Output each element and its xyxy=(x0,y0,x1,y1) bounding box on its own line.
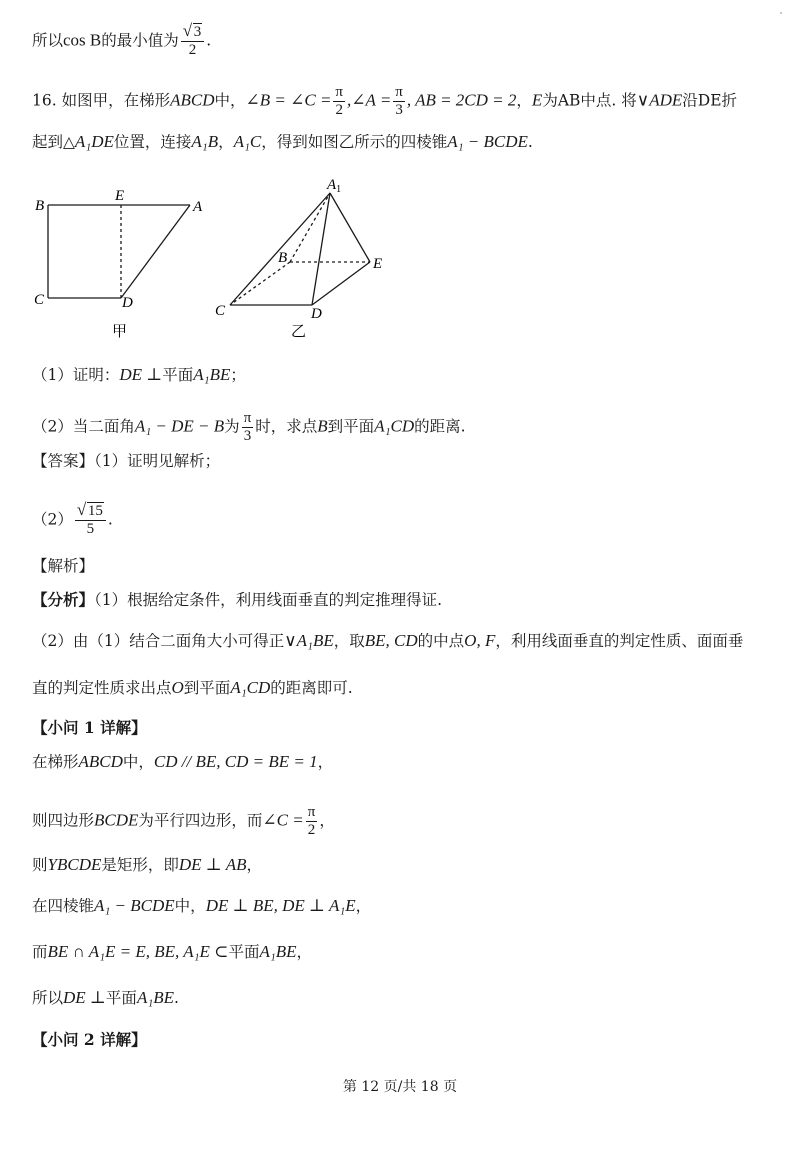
denominator: 2 xyxy=(307,822,316,838)
math-expr: cos B xyxy=(63,30,102,50)
answer-line-2 xyxy=(32,503,113,538)
math-expr: CD // BE, CD = BE = 1 xyxy=(153,752,318,771)
question-2 xyxy=(32,410,466,445)
math-expr: , AB = 2CD = 2 xyxy=(406,90,517,110)
text: ，取 xyxy=(333,632,365,650)
math-expr: A₁C xyxy=(233,132,262,151)
answer-line-1 xyxy=(32,450,220,472)
fraction xyxy=(393,84,405,119)
text: 为 xyxy=(224,417,240,436)
text: （2）当二面角 xyxy=(32,417,135,436)
text: 起到△ xyxy=(32,133,75,151)
detail1-line-6 xyxy=(32,987,179,1009)
label-A-jia: A xyxy=(193,199,203,215)
sqrt-radicand: 3 xyxy=(193,24,202,40)
math-expr: A₁BE xyxy=(193,365,231,384)
math-expr: BE, CD xyxy=(364,631,418,650)
denominator: 3 xyxy=(243,428,252,444)
numerator: π xyxy=(243,410,252,426)
text: 所以 xyxy=(32,31,64,50)
label-E-yi: E xyxy=(373,256,383,272)
math-expr: YBCDE xyxy=(47,855,102,874)
label-C-yi: C xyxy=(215,303,226,319)
denominator: 5 xyxy=(86,521,95,537)
label-A: A xyxy=(327,177,337,193)
text: 的最小值为 xyxy=(101,31,179,50)
text: ， xyxy=(246,856,263,874)
fenxi-line-1 xyxy=(32,589,442,611)
denominator: 2 xyxy=(188,42,197,58)
text: 如图甲，在梯形 xyxy=(61,91,171,110)
text: 的距离即可. xyxy=(270,679,353,697)
fenxi-line-2 xyxy=(32,630,743,652)
problem-line-2 xyxy=(32,131,533,153)
text: . xyxy=(107,510,113,529)
math-expr: BE ∩ A₁E = E, BE, A₁E ⊂ xyxy=(47,942,229,961)
math-expr: DE ⊥ AB xyxy=(178,855,247,874)
math-expr: BCDE xyxy=(94,810,139,830)
math-expr: A₁CD xyxy=(230,678,271,697)
detail1-line-4 xyxy=(32,895,371,917)
text: . xyxy=(206,31,212,50)
text: 是矩形，即 xyxy=(101,856,179,874)
detail1-line-5 xyxy=(32,941,312,963)
math-expr: A₁ − BCDE xyxy=(94,896,175,915)
edge-A1D xyxy=(312,193,330,305)
page-footer: 第 12 页/共 18 页 xyxy=(342,1079,458,1095)
text: 为AB中点. 将 xyxy=(542,91,637,110)
numerator: π xyxy=(335,84,343,100)
text: . xyxy=(527,133,533,151)
detail1-label: 【小问 1 详解】 xyxy=(32,718,147,737)
fraction xyxy=(75,503,106,538)
math-expr: ABCD xyxy=(170,90,215,110)
text: ， xyxy=(317,753,334,771)
fenxi-label: 【分析】 xyxy=(32,590,95,609)
text: 平面 xyxy=(162,366,194,384)
edge-BC-dashed xyxy=(230,262,290,305)
prev-conclusion-line xyxy=(32,24,211,59)
text: ，利用线面垂直的判定性质、面面垂 xyxy=(495,632,744,650)
text: 的中点 xyxy=(417,632,465,650)
denominator: 3 xyxy=(395,102,403,118)
text: ， xyxy=(355,897,372,915)
edge-A1B-dashed xyxy=(290,193,330,262)
math-expr: ∨A₁BE xyxy=(284,631,334,650)
label-D-yi: D xyxy=(311,306,322,322)
text: （1）证明： xyxy=(32,366,120,384)
text: 的距离. xyxy=(414,417,466,436)
fraction xyxy=(242,410,254,445)
text: 时，求点 xyxy=(255,417,318,436)
label-C-jia: C xyxy=(34,292,45,308)
text: （2）由（1）结合二面角大小可得正 xyxy=(32,632,285,650)
math-expr: A₁B xyxy=(191,132,219,151)
text: 位置，连接 xyxy=(113,133,192,151)
edge-DE xyxy=(312,262,370,305)
question-1 xyxy=(32,364,246,386)
label-B-yi: B xyxy=(278,250,288,266)
math-expr: ABCD xyxy=(78,752,123,771)
figure-yi xyxy=(230,193,370,305)
math-expr: A₁CD xyxy=(374,416,415,436)
math-expr: ,∠A = xyxy=(347,90,392,110)
caption-yi: 乙 xyxy=(291,322,307,340)
figure-jia xyxy=(48,205,190,298)
text: ， xyxy=(296,943,313,961)
text: ； xyxy=(230,366,246,384)
detail1-line-1 xyxy=(32,751,333,773)
text: 直的判定性质求出点 xyxy=(32,679,172,697)
text: 在梯形 xyxy=(32,753,79,771)
math-expr: A₁BE xyxy=(136,988,175,1007)
text: 则 xyxy=(32,856,48,874)
math-expr: ∨ADE xyxy=(636,90,683,110)
text: 到平面 xyxy=(183,679,231,697)
sqrt-radicand: 15 xyxy=(87,503,103,519)
text: 平面 xyxy=(105,989,137,1007)
fraction xyxy=(181,24,205,59)
label-subscript: 1 xyxy=(336,184,342,195)
text: . xyxy=(174,989,179,1007)
text: （1）根据给定条件，利用线面垂直的判定推理得证. xyxy=(94,591,443,609)
text: ， xyxy=(319,811,335,830)
math-expr: ∠C = xyxy=(262,810,304,830)
math-expr: A₁BE xyxy=(259,942,297,961)
denominator: 2 xyxy=(335,102,343,118)
math-expr: DE ⊥ BE, DE ⊥ A₁E xyxy=(205,896,356,915)
text: 到平面 xyxy=(327,417,375,436)
answer-label: 【答案】 xyxy=(32,452,95,470)
text: 中， xyxy=(122,753,154,771)
detail1-line-2 xyxy=(32,804,335,839)
math-expr: A₁ − DE − B xyxy=(134,416,225,436)
label-D-jia: D xyxy=(122,295,133,311)
label-E-jia: E xyxy=(115,188,125,204)
text: 中， xyxy=(174,897,206,915)
text: 沿DE折 xyxy=(682,91,738,110)
label-A1-yi xyxy=(326,177,341,195)
fraction xyxy=(306,804,318,839)
math-expr: O, F xyxy=(464,631,496,650)
fenxi-line-3 xyxy=(32,677,353,699)
math-expr: B xyxy=(317,416,328,436)
text: 为平行四边形，而 xyxy=(138,811,263,830)
text: ， xyxy=(218,133,234,151)
text: ，得到如图乙所示的四棱锥 xyxy=(261,133,448,151)
edge-A1C xyxy=(230,193,330,305)
analysis-label: 【解析】 xyxy=(32,557,95,575)
problem-line-1 xyxy=(32,84,737,119)
math-expr: DE ⊥ xyxy=(63,988,106,1007)
math-expr: ∠B = ∠C = xyxy=(245,90,332,110)
text: 而 xyxy=(32,943,48,961)
scan-dot xyxy=(780,12,782,14)
detail1-line-3 xyxy=(32,854,262,876)
math-expr: DE ⊥ xyxy=(119,365,163,384)
text: 中， xyxy=(214,91,246,110)
text: （2） xyxy=(32,510,73,529)
numerator: π xyxy=(395,84,403,100)
text: 平面 xyxy=(228,943,260,961)
math-expr: A₁DE xyxy=(74,132,114,151)
text: 在四棱锥 xyxy=(32,897,95,915)
text: （1）证明见解析； xyxy=(94,452,221,470)
detail2-label: 【小问 2 详解】 xyxy=(32,1030,147,1049)
text: 则四边形 xyxy=(32,811,95,830)
edge-A1E xyxy=(330,193,370,262)
problem-number: 16. xyxy=(32,91,57,110)
math-expr: A₁ − BCDE xyxy=(447,132,528,151)
fraction xyxy=(333,84,345,119)
text: ， xyxy=(516,91,532,110)
edge-DA xyxy=(121,205,190,298)
caption-jia: 甲 xyxy=(112,322,128,340)
label-B-jia: B xyxy=(35,198,45,214)
math-expr: E xyxy=(531,90,543,110)
text: 所以 xyxy=(32,989,64,1007)
numerator: π xyxy=(307,804,316,820)
math-expr: O xyxy=(171,678,184,697)
